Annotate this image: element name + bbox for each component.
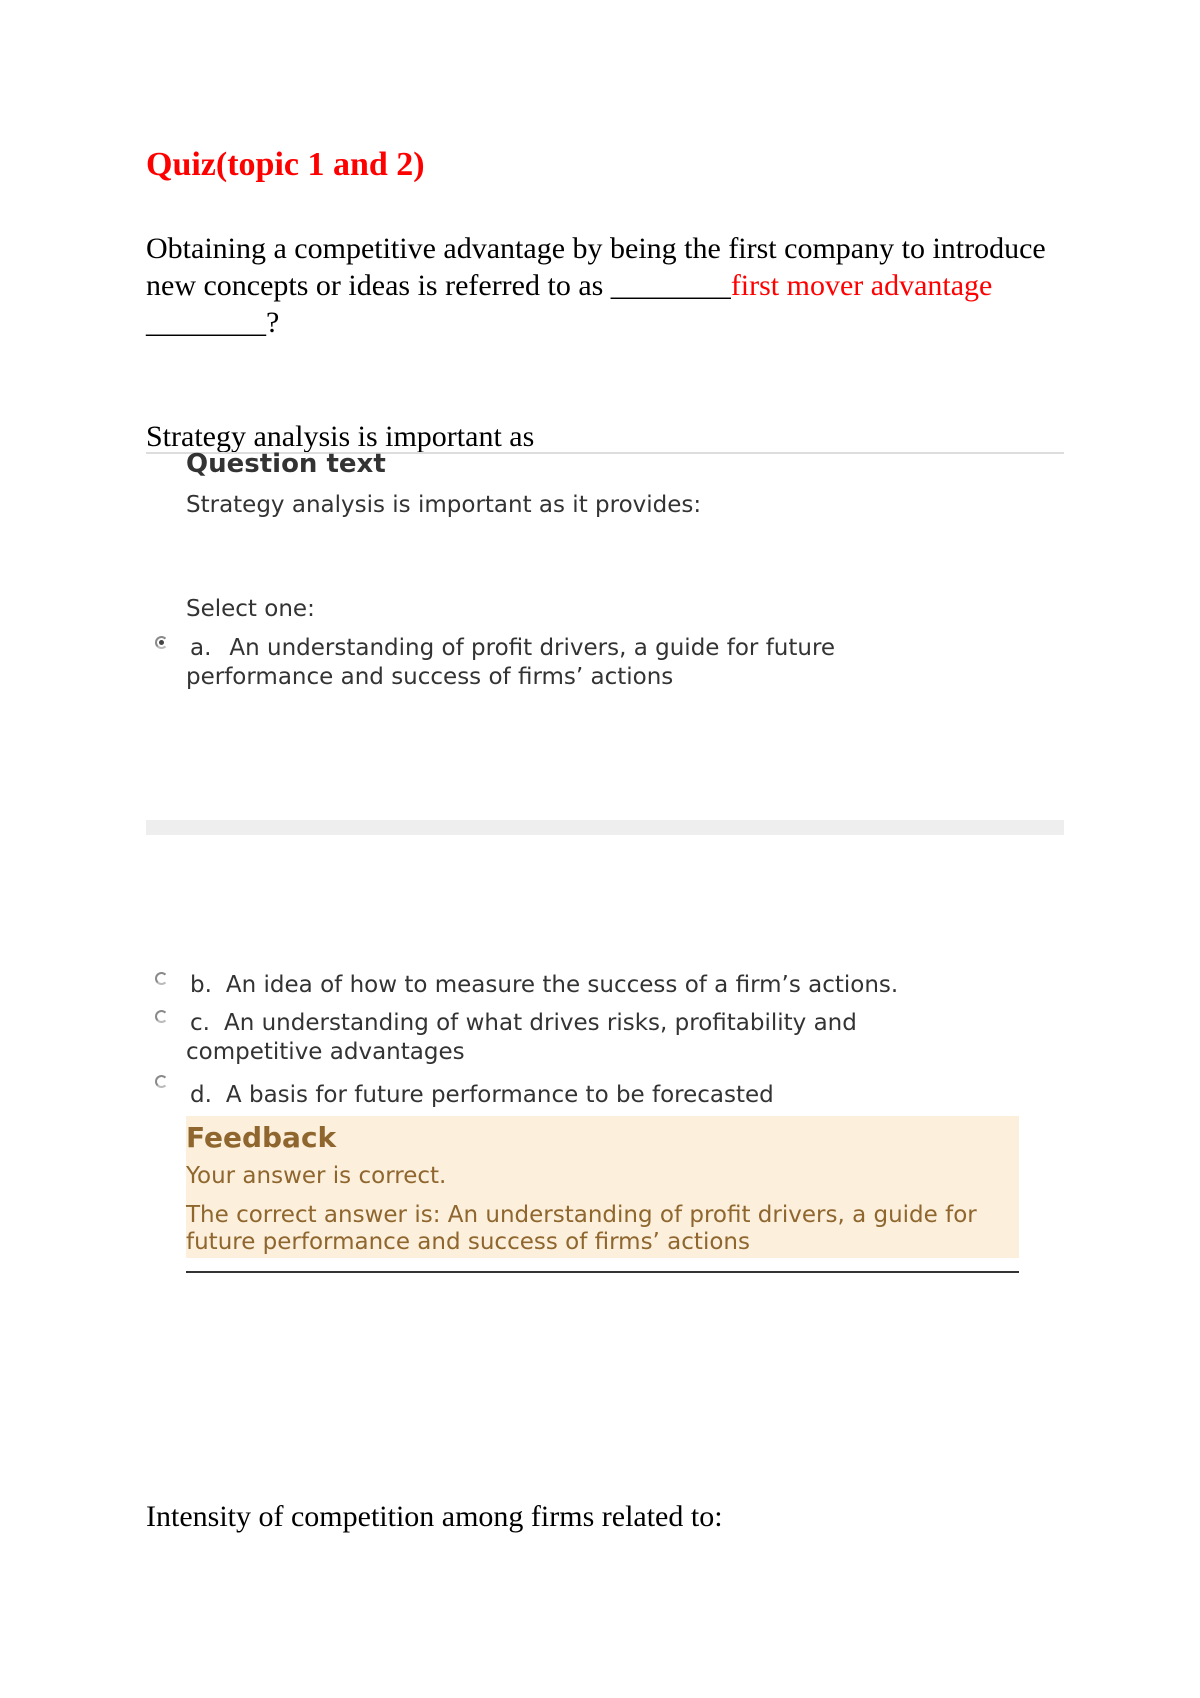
option-a-letter: a. [190,635,212,661]
feedback-result: Your answer is correct. [186,1163,447,1189]
option-d-text: A basis for future performance to be forecasted [225,1082,774,1108]
option-b-letter: b. [190,972,212,998]
question-1-suffix: ________? [146,306,280,339]
option-b[interactable] [190,971,898,1000]
select-one-label: Select one: [186,596,315,622]
question-2-text: Strategy analysis is important as it provides: [186,492,702,518]
question-2-intro: Strategy analysis is important as [146,420,535,453]
option-c-radio[interactable] [155,1010,168,1023]
option-a-text: An understanding of profit drivers, a guide for future performance and success of firms’ actions [186,635,836,690]
option-a[interactable] [186,634,906,692]
question-1 [146,230,1076,341]
option-c[interactable] [186,1009,906,1067]
question-text-heading: Question text [186,449,386,479]
option-c-text: An understanding of what drives risks, profitability and competitive advantages [186,1010,857,1065]
option-a-radio[interactable] [155,636,168,649]
option-b-text: An idea of how to measure the success of a firm’s actions. [225,972,899,998]
option-d-letter: d. [190,1082,212,1108]
question-3: Intensity of competition among firms related to: [146,1500,723,1533]
feedback-correct-answer: The correct answer is: An understanding of profit drivers, a guide for future performance and success of firms’ actions [186,1202,977,1255]
feedback-heading: Feedback [186,1121,337,1154]
question-1-answer: first mover advantage [730,269,993,302]
screenshot-separator-band [146,820,1064,835]
option-d-radio[interactable] [155,1075,168,1088]
option-c-letter: c. [190,1010,210,1036]
feedback-bottom-divider [186,1271,1019,1273]
option-d[interactable] [190,1081,774,1110]
quiz-title: Quiz(topic 1 and 2) [146,146,425,183]
option-b-radio[interactable] [155,972,168,985]
question-1-text: Obtaining a competitive advantage by being the first company to introduce new concepts or ideas is referred to as ________ [146,232,1046,302]
